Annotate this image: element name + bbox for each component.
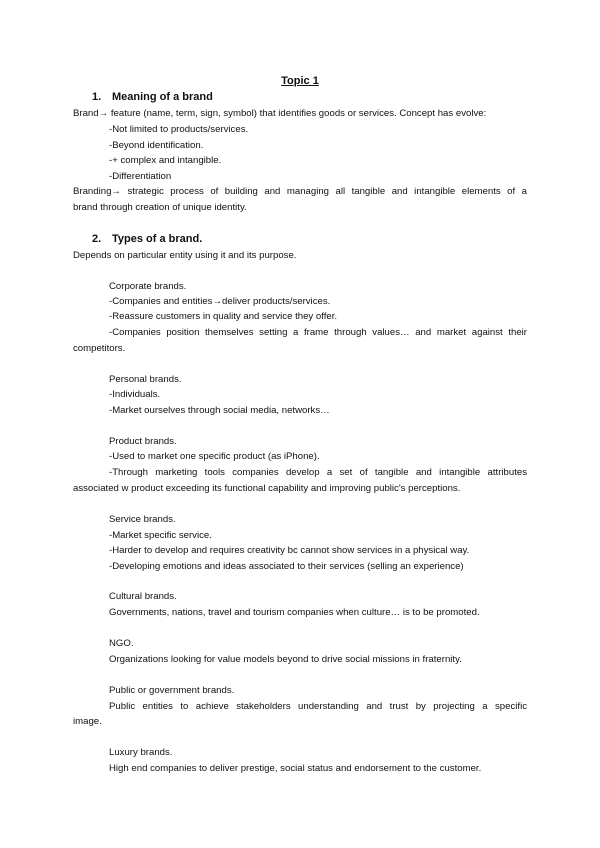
section-heading-meaning: [92, 91, 213, 103]
branding-definition: Branding→ strategic process of building and managing all tangible and intangible elements of a: [73, 186, 527, 197]
corporate-line: -Companies and entities→deliver products/services.: [109, 296, 331, 307]
personal-line: -Market ourselves through social media, networks…: [109, 405, 330, 416]
service-line: -Market specific service.: [109, 530, 212, 541]
bullet-line: -Not limited to products/services.: [109, 124, 249, 135]
section-number: 2.: [92, 233, 102, 245]
page-title: Topic 1: [281, 75, 319, 87]
branding-definition-cont: brand through creation of unique identity.: [73, 202, 247, 213]
public-line: Public entities to achieve stakeholders understanding and trust by projecting a specific: [109, 701, 527, 712]
service-line: -Harder to develop and requires creativity bc cannot show services in a physical way.: [109, 545, 470, 556]
corporate-line-cont: competitors.: [73, 343, 126, 354]
bullet-line: -Beyond identification.: [109, 140, 204, 151]
product-title: Product brands.: [109, 436, 177, 447]
corporate-line: -Companies position themselves setting a frame through values… and market against their: [109, 327, 527, 338]
personal-line: -Individuals.: [109, 389, 161, 400]
cultural-line: Governments, nations, travel and tourism companies when culture… is to be promoted.: [109, 607, 480, 618]
cultural-title: Cultural brands.: [109, 591, 177, 602]
corporate-title: Corporate brands.: [109, 281, 187, 292]
product-line-cont: associated w product exceeding its functional capability and improving public's perceptions.: [73, 483, 461, 494]
service-title: Service brands.: [109, 514, 176, 525]
public-line-cont: image.: [73, 716, 102, 727]
ngo-line: Organizations looking for value models beyond to drive social missions in fraternity.: [109, 654, 462, 665]
section-title: Types of a brand.: [112, 233, 203, 245]
luxury-line: High end companies to deliver prestige, social status and endorsement to the customer.: [109, 763, 482, 774]
personal-title: Personal brands.: [109, 374, 182, 385]
types-intro: Depends on particular entity using it and its purpose.: [73, 250, 297, 261]
section-number: 1.: [92, 91, 102, 103]
section-title: Meaning of a brand: [112, 91, 213, 103]
section-heading-types: [92, 233, 202, 245]
brand-definition: Brand→ feature (name, term, sign, symbol) that identifies goods or services. Concept has evolve:: [73, 108, 487, 119]
public-title: Public or government brands.: [109, 685, 235, 696]
bullet-line: -Differentiation: [109, 171, 172, 182]
service-line: -Developing emotions and ideas associated to their services (selling an experience): [109, 561, 464, 572]
ngo-title: NGO.: [109, 638, 134, 649]
product-line: -Through marketing tools companies develop a set of tangible and intangible attributes: [109, 467, 527, 478]
corporate-line: -Reassure customers in quality and service they offer.: [109, 311, 338, 322]
product-line: -Used to market one specific product (as iPhone).: [109, 451, 320, 462]
luxury-title: Luxury brands.: [109, 747, 173, 758]
bullet-line: -+ complex and intangible.: [109, 155, 222, 166]
